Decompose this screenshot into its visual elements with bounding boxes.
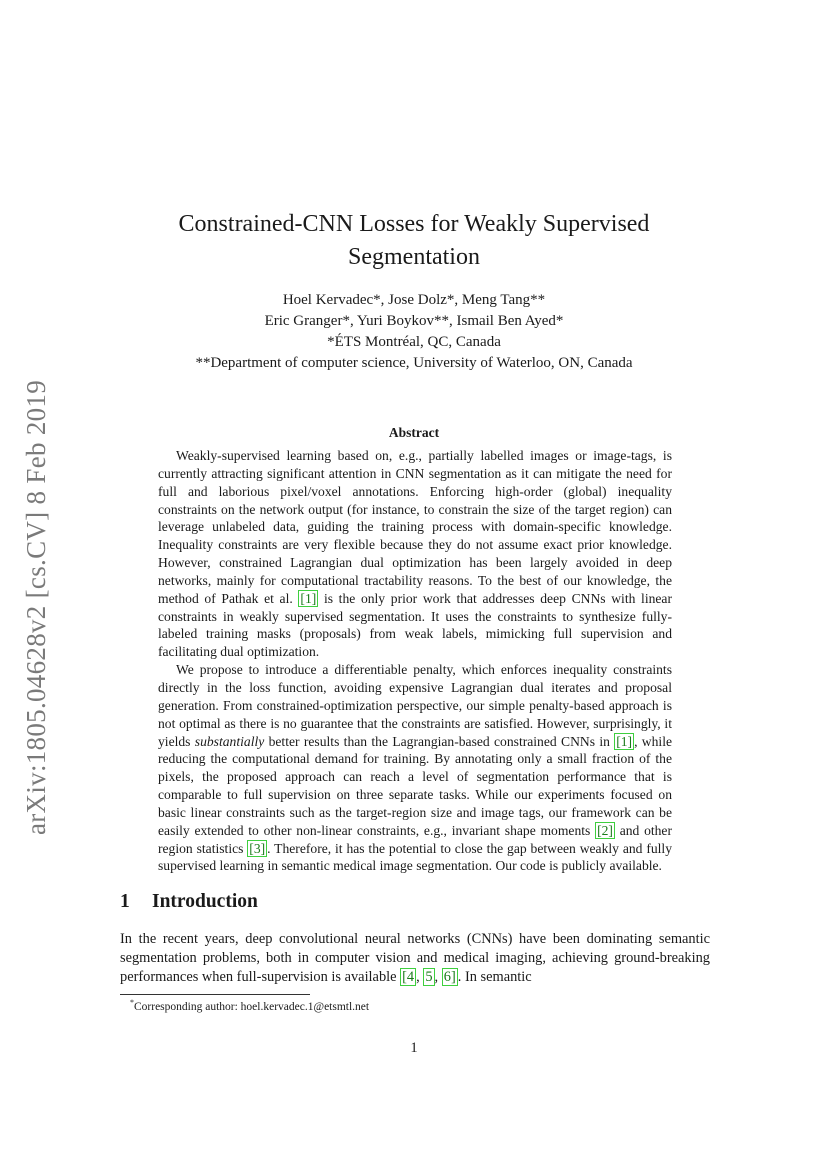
footnote-rule bbox=[120, 994, 310, 995]
abstract-text: and other region statistics bbox=[158, 822, 672, 856]
intro-body bbox=[120, 930, 710, 987]
abstract-text: better results than the Lagrangian-based constrained CNNs in bbox=[264, 733, 615, 749]
intro-text: , bbox=[416, 969, 424, 985]
section-heading bbox=[120, 891, 258, 913]
authors-line-2: Eric Granger*, Yuri Boykov**, Ismail Ben Ayed* bbox=[264, 313, 564, 329]
authors-line-1: Hoel Kervadec*, Jose Dolz*, Meng Tang** bbox=[282, 292, 546, 308]
abstract-heading: Abstract bbox=[388, 425, 440, 440]
abstract-text: , while reducing the computational demand for training. By annotating only a small fraction of the pixels, the proposed approach can reach a level of segmentation performance that is comparable to full supervision on three separate tasks. While our experiments focused on basic linear constraints such as the target-region size and image tags, our framework can be easily extended to other non-linear constraints, e.g., invariant shape moments bbox=[158, 733, 672, 838]
citation-link[interactable]: 5 bbox=[425, 969, 433, 985]
footnote-text: Corresponding author: hoel.kervadec.1@etsmtl.net bbox=[134, 1000, 370, 1013]
title-line-2: Segmentation bbox=[348, 244, 480, 270]
citation-link[interactable]: [1] bbox=[300, 590, 317, 606]
citation-link[interactable]: [4 bbox=[402, 969, 415, 985]
abstract-text: We propose to introduce a differentiable penalty, which enforces inequality constraints directly in the loss function, avoiding expensive Lagrangian dual iterates and proposal generation. From constrained-optimization perspective, our simple penalty-based approach is not optimal as there is no guarantee that the constraints are satisfied. However, surprisingly, it yields bbox=[158, 662, 672, 749]
section-number: 1 bbox=[120, 891, 130, 912]
abstract-body bbox=[158, 447, 672, 875]
affiliation-2: **Department of computer science, University of Waterloo, ON, Canada bbox=[195, 355, 633, 371]
citation-link[interactable]: [2] bbox=[597, 822, 613, 838]
affiliation-1: *ÉTS Montréal, QC, Canada bbox=[327, 334, 501, 350]
section-title: Introduction bbox=[152, 891, 258, 912]
abstract-paragraph-2 bbox=[158, 661, 672, 875]
abstract-text: is the only prior work that addresses deep CNNs with linear constraints in weakly supervised segmentation. It uses the constraints to synthesize fully-labeled training masks (proposals) from weak labels, mimicking full supervision and facilitating dual optimization. bbox=[158, 590, 672, 660]
footnote bbox=[130, 998, 369, 1013]
paper-title bbox=[140, 208, 688, 274]
arxiv-stamp bbox=[17, 370, 57, 845]
citation-link[interactable]: [3] bbox=[249, 840, 266, 856]
emphasis-text: substantially bbox=[194, 733, 265, 749]
intro-text: , bbox=[434, 969, 442, 985]
abstract-paragraph-1 bbox=[158, 447, 672, 661]
page-number: 1 bbox=[410, 1040, 418, 1056]
arxiv-stamp-text: arXiv:1805.04628v2 [cs.CV] 8 Feb 2019 bbox=[21, 379, 52, 836]
footnote-mark: * bbox=[130, 998, 134, 1007]
intro-text: In the recent years, deep convolutional neural networks (CNNs) have been dominating semantic segmentation problems, both in computer vision and medical imaging, achieving ground-breaking performances when full-supervision is available bbox=[120, 931, 710, 985]
citation-link[interactable]: 6] bbox=[443, 969, 456, 985]
intro-paragraph bbox=[120, 930, 710, 987]
title-line-1: Constrained-CNN Losses for Weakly Supervised bbox=[178, 211, 650, 237]
abstract-text: . Therefore, it has the potential to close the gap between weakly and fully supervised learning in semantic medical image segmentation. Our code is publicly available. bbox=[158, 840, 672, 874]
citation-link[interactable]: [1] bbox=[616, 733, 633, 749]
intro-text: . In semantic bbox=[457, 969, 532, 985]
author-block bbox=[120, 290, 708, 374]
abstract-text: Weakly-supervised learning based on, e.g., partially labelled images or image-tags, is currently attracting significant attention in CNN segmentation as it can mitigate the need for full and laborious pixel/voxel annotations. Enforcing high-order (global) inequality constraints on the network output (for instance, to constrain the size of the target region) can leverage unlabeled data, guiding the training process with domain-specific knowledge. Inequality constraints are very flexible because they do not assume exact prior knowledge. However, constrained Lagrangian dual optimization has been largely avoided in deep networks, mainly for computational tractability reasons. To the best of our knowledge, the method of Pathak et al. bbox=[158, 448, 672, 606]
